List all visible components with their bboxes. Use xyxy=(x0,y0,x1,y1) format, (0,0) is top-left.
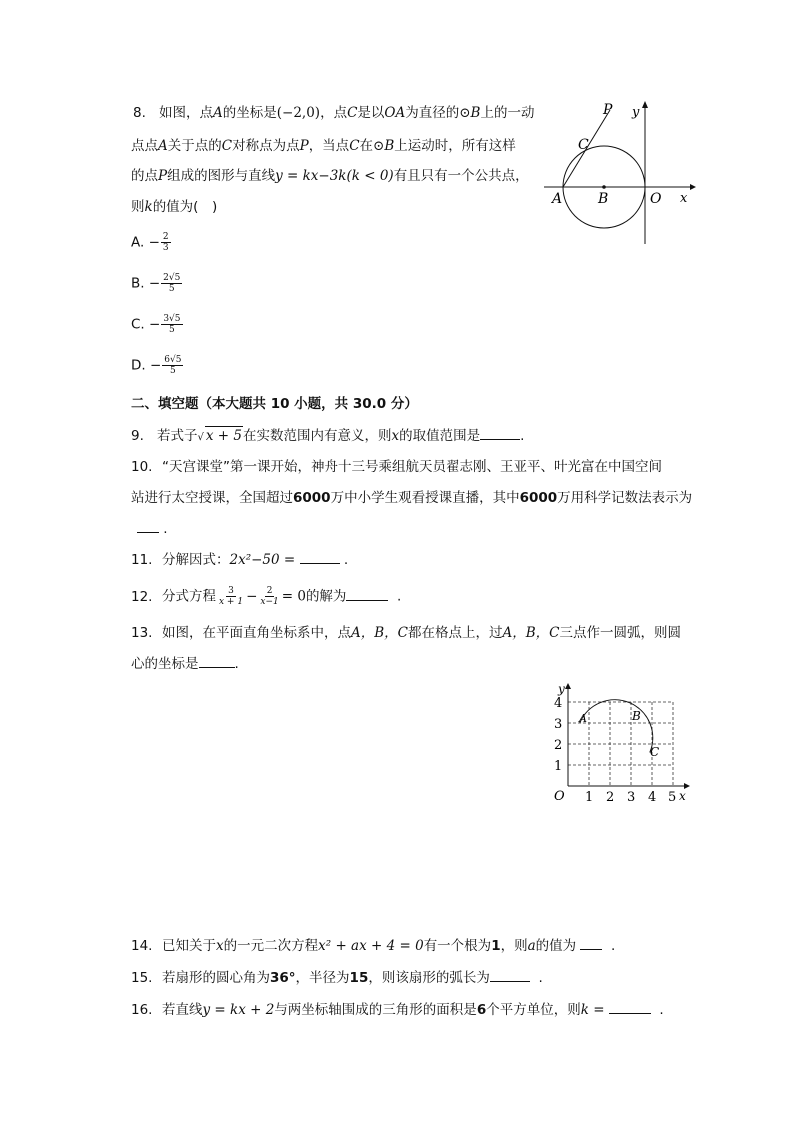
text: 则 xyxy=(131,199,145,215)
text: 三点作一圆弧，则圆 xyxy=(559,625,681,641)
label-x: x xyxy=(680,191,688,206)
q8-circle-figure xyxy=(540,98,700,248)
label-b: B xyxy=(632,709,641,723)
text: . xyxy=(163,521,168,537)
text: 的点 xyxy=(131,168,158,184)
option-label: D. xyxy=(131,357,146,374)
option-label: C. xyxy=(131,316,145,333)
label-c: C xyxy=(578,137,589,153)
text: 若扇形的圆心角为 xyxy=(162,970,270,986)
option-label: A. xyxy=(131,234,145,251)
y-axis-arrow xyxy=(565,683,571,689)
text: 分解因式： xyxy=(162,552,230,568)
x-axis-arrow xyxy=(690,184,696,190)
text: 如图，点 xyxy=(159,105,213,121)
expression: x² + ax + 4 = 0 xyxy=(318,938,424,954)
text: 的取值范围是 xyxy=(399,428,481,444)
expression: 2x²−50 = xyxy=(229,552,296,568)
text: 6000 xyxy=(519,490,558,506)
text: C xyxy=(349,138,360,154)
text: 分式方程 xyxy=(162,588,216,605)
text: = 0 xyxy=(281,588,306,605)
q10-line1 xyxy=(131,458,662,476)
text: 关于点的 xyxy=(167,138,222,154)
q12-number: 12. xyxy=(131,588,153,605)
label-x: x xyxy=(679,789,686,803)
q14-number: 14. xyxy=(131,938,153,954)
q16 xyxy=(131,1001,664,1019)
text: P xyxy=(158,168,168,184)
option-fraction xyxy=(161,314,182,335)
text: a xyxy=(527,938,536,954)
text: (−2,0) xyxy=(276,105,321,121)
answer-blank[interactable] xyxy=(300,551,340,564)
q8-line3 xyxy=(131,167,529,185)
option-fraction xyxy=(161,273,182,294)
q10-line2 xyxy=(131,489,692,507)
text: 万用科学记数法表示为 xyxy=(557,490,693,506)
text: “天宫课堂”第一课开始，神舟十三号乘组航天员翟志刚、王亚平、叶光富在中国空间 xyxy=(162,459,662,475)
text: . xyxy=(611,938,616,954)
denominator: 5 xyxy=(169,325,175,335)
answer-blank[interactable] xyxy=(199,655,235,668)
option-sign: − xyxy=(149,357,162,374)
answer-blank[interactable] xyxy=(490,969,530,982)
text: 站进行太空授课，全国超过 xyxy=(131,490,293,506)
label-y: y xyxy=(558,682,565,696)
numerator: 2√5 xyxy=(163,273,181,283)
text: − xyxy=(246,588,258,605)
label-p: P xyxy=(603,102,613,118)
q13-line2 xyxy=(131,655,239,673)
q8-option-d[interactable] xyxy=(131,355,184,376)
fraction-1 xyxy=(217,586,245,607)
denominator: x + 1 xyxy=(219,597,244,607)
text: C xyxy=(347,105,358,121)
label-o: O xyxy=(650,191,662,207)
ytick-4: 4 xyxy=(554,696,563,711)
denominator: 3 xyxy=(162,243,169,253)
q8-option-c[interactable] xyxy=(131,314,184,335)
text: x xyxy=(391,428,400,444)
text: OA xyxy=(384,105,406,121)
label-o: O xyxy=(554,789,565,804)
text: 15 xyxy=(349,970,369,986)
xtick-2: 2 xyxy=(606,790,615,805)
text: 的值为( ) xyxy=(152,199,218,215)
section2-title: 二、填空题（本大题共 10 小题，共 30.0 分） xyxy=(131,396,418,412)
text: . xyxy=(520,428,525,444)
option-label: B. xyxy=(131,275,145,292)
option-sign: − xyxy=(149,316,161,333)
q10-number: 10. xyxy=(131,459,153,475)
text: . xyxy=(234,656,239,672)
text: 都在格点上，过 xyxy=(408,625,503,641)
q16-number: 16. xyxy=(131,1002,153,1018)
answer-blank[interactable] xyxy=(137,520,159,533)
q9 xyxy=(131,426,524,447)
text: 的坐标是 xyxy=(222,105,277,121)
ytick-1: 1 xyxy=(554,759,563,774)
q8-line4 xyxy=(131,198,217,216)
text: ，当点 xyxy=(308,138,350,154)
denominator: 5 xyxy=(168,284,175,294)
answer-blank[interactable] xyxy=(580,937,602,950)
label-c: C xyxy=(650,745,660,759)
q15 xyxy=(131,969,543,987)
text: . xyxy=(343,552,349,568)
text: 在实数范围内有意义，则 xyxy=(242,428,392,444)
q12 xyxy=(131,586,401,607)
text: 组成的图形与直线 xyxy=(167,168,276,184)
text: 有一个根为 xyxy=(423,938,492,954)
fraction-2 xyxy=(258,586,280,607)
answer-blank[interactable] xyxy=(346,588,388,601)
q10-line3 xyxy=(131,520,168,538)
text: 心的坐标是 xyxy=(131,656,199,672)
arc-abc xyxy=(580,700,653,753)
q9-number: 9. xyxy=(131,428,144,444)
text: ，点 xyxy=(320,105,348,121)
text: 是以 xyxy=(357,105,385,121)
text: 36° xyxy=(270,970,296,986)
text: ⊙B xyxy=(459,105,481,121)
ytick-3: 3 xyxy=(554,717,563,732)
q8-option-a[interactable] xyxy=(131,232,172,253)
text: ，则 xyxy=(500,938,528,954)
text: 上运动时，所有这样 xyxy=(394,138,516,154)
label-a: A xyxy=(552,191,563,207)
option-sign: − xyxy=(148,234,160,251)
xtick-5: 5 xyxy=(668,790,677,805)
radicand: x + 5 xyxy=(205,428,242,444)
q13-grid-figure xyxy=(546,680,696,810)
expression: k = xyxy=(580,1002,605,1018)
text: 6000 xyxy=(293,490,331,506)
text: 若式子 xyxy=(157,428,198,444)
q8-line2 xyxy=(131,137,516,155)
text: . xyxy=(538,970,543,986)
text: . xyxy=(659,1002,664,1018)
numerator: 6√5 xyxy=(164,355,182,365)
text: ，则该扇形的弧长为 xyxy=(368,970,490,986)
text: . xyxy=(397,588,402,605)
text: 的解为 xyxy=(305,588,347,605)
label-y: y xyxy=(632,105,640,120)
numerator: 3√5 xyxy=(163,314,181,324)
text: 为直径的 xyxy=(405,105,460,121)
text: 若直线 xyxy=(162,1002,203,1018)
answer-blank[interactable] xyxy=(480,427,520,440)
text: 对称点为点 xyxy=(232,138,300,154)
q11 xyxy=(131,551,348,569)
text: k xyxy=(144,199,153,215)
text: 有且只有一个公共点， xyxy=(393,168,529,184)
option-fraction xyxy=(161,232,171,253)
q13-number: 13. xyxy=(131,625,153,641)
label-b: B xyxy=(598,191,609,207)
xtick-1: 1 xyxy=(585,790,594,805)
text: 1 xyxy=(491,938,501,954)
text: 个平方单位，则 xyxy=(486,1002,581,1018)
numerator: 2 xyxy=(162,232,169,242)
text: y = kx−3k(k < 0) xyxy=(275,168,394,184)
text: x xyxy=(216,938,224,954)
option-sign: − xyxy=(148,275,161,292)
text: P xyxy=(299,138,309,154)
sqrt-icon: √ xyxy=(197,432,204,443)
expression: y = kx + 2 xyxy=(202,1002,275,1018)
text: 点点 xyxy=(131,138,158,154)
text: ⊙B xyxy=(373,138,395,154)
text: A xyxy=(158,138,168,154)
text: 6 xyxy=(476,1002,487,1018)
q8-number: 8. xyxy=(133,105,146,121)
q13-line1 xyxy=(131,624,681,642)
numerator: 3 xyxy=(228,586,234,596)
denominator: 5 xyxy=(170,366,176,376)
numerator: 2 xyxy=(266,586,273,596)
text: ，半径为 xyxy=(295,970,350,986)
text: 万中小学生观看授课直播，其中 xyxy=(330,490,520,506)
text: C xyxy=(221,138,233,154)
y-axis-arrow xyxy=(642,101,648,108)
text: 的值为 xyxy=(535,938,577,954)
text: 已知关于 xyxy=(162,938,216,954)
label-a: A xyxy=(579,712,587,725)
xtick-3: 3 xyxy=(627,790,636,805)
center-b-dot xyxy=(602,185,606,189)
denominator: x−1 xyxy=(260,597,279,607)
text: 的一元二次方程 xyxy=(223,938,319,954)
q14 xyxy=(131,937,615,955)
q8-line1 xyxy=(133,104,534,122)
q15-number: 15. xyxy=(131,970,153,986)
ytick-2: 2 xyxy=(554,738,563,753)
q11-number: 11. xyxy=(131,552,153,568)
text: 上的一动 xyxy=(480,105,535,121)
text: A xyxy=(213,105,223,121)
text: A，B，C xyxy=(351,625,408,641)
text: 与两坐标轴围成的三角形的面积是 xyxy=(274,1002,477,1018)
text: 如图，在平面直角坐标系中，点 xyxy=(162,625,351,641)
text: 在 xyxy=(359,138,374,154)
xtick-4: 4 xyxy=(648,790,657,805)
text: A，B，C xyxy=(502,625,560,641)
option-fraction xyxy=(162,355,183,376)
answer-blank[interactable] xyxy=(609,1001,651,1014)
q8-option-b[interactable] xyxy=(131,273,183,294)
